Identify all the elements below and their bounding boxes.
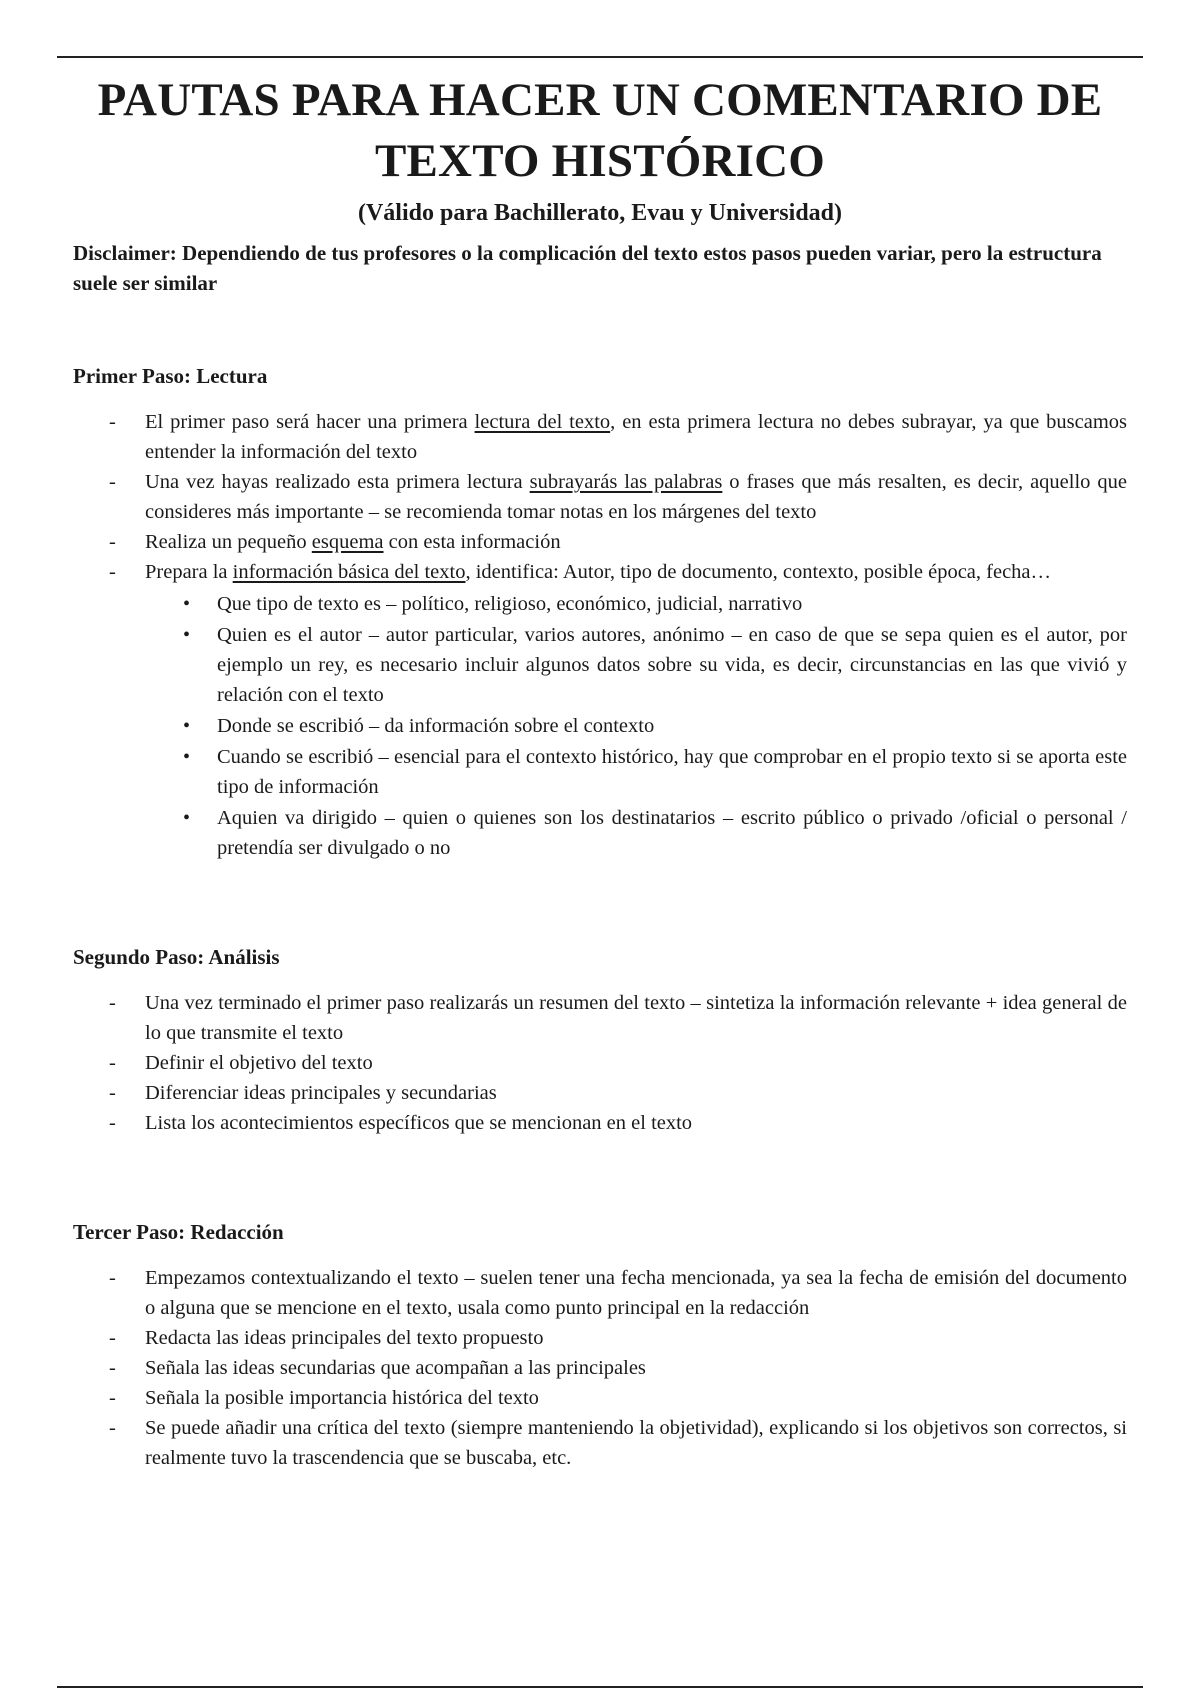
- list-item: - Definir el objetivo del texto: [145, 1048, 1127, 1078]
- top-rule: [57, 56, 1143, 58]
- page-title: [73, 70, 1127, 192]
- list-item: [145, 557, 1127, 863]
- item-text: Prepara la: [145, 561, 233, 583]
- item-text: , identifica: Autor, tipo de documento, contexto, posible época, fecha…: [465, 561, 1052, 583]
- list-item: - Lista los acontecimientos específicos que se mencionan en el texto: [145, 1108, 1127, 1138]
- step-list: [73, 407, 1127, 863]
- disclaimer: Disclaimer: Dependiendo de tus profesores o la complicación del texto estos pasos pueden variar, pero la estructura suele ser similar: [73, 241, 1102, 295]
- list-item: - Una vez terminado el primer paso realizarás un resumen del texto – sintetiza la información relevante + idea general de lo que transmite el texto: [145, 988, 1127, 1048]
- list-item: [145, 527, 1127, 557]
- underlined-term: información básica del texto: [232, 561, 466, 583]
- section-redaccion: [73, 1218, 1127, 1473]
- section-lectura: [73, 362, 1127, 863]
- list-item: - Señala la posible importancia histórica del texto: [145, 1383, 1127, 1413]
- title-line-1: PAUTAS PARA HACER UN COMENTARIO DE: [97, 74, 1103, 126]
- sub-list-item: • Donde se escribió – da información sobre el contexto: [217, 711, 1127, 741]
- sub-list-item: • Aquien va dirigido – quien o quienes son los destinatarios – escrito público o privado /oficial o personal / pretendía ser divulgado o no: [217, 803, 1127, 863]
- list-item: [145, 407, 1127, 467]
- section-heading: Tercer Paso: Redacción: [73, 1220, 284, 1244]
- sub-list-item: • Que tipo de texto es – político, religioso, económico, judicial, narrativo: [217, 589, 1127, 619]
- item-text: o frases que más resalten, es decir, aquello que consideres más importante – se recomienda tomar notas en los márgenes del texto: [145, 471, 1127, 523]
- item-text: Una vez hayas realizado esta primera lectura: [145, 471, 530, 493]
- section-analisis: [73, 943, 1127, 1138]
- section-heading: Segundo Paso: Análisis: [73, 945, 280, 969]
- list-item: - Se puede añadir una crítica del texto (siempre manteniendo la objetividad), explicando si los objetivos son correctos, si realmente tuvo la trascendencia que se buscaba, etc.: [145, 1413, 1127, 1473]
- underlined-term: lectura del texto: [474, 411, 611, 433]
- sub-list: [145, 589, 1127, 863]
- item-text: , en esta primera lectura no debes subrayar, ya que buscamos entender la información del texto: [145, 411, 1127, 463]
- item-text: El primer paso será hacer una primera: [145, 411, 475, 433]
- subtitle: (Válido para Bachillerato, Evau y Universidad): [357, 200, 843, 226]
- item-text: Realiza un pequeño: [145, 531, 312, 553]
- sub-list-item: • Quien es el autor – autor particular, varios autores, anónimo – en caso de que se sepa quien es el autor, por ejemplo un rey, es necesario incluir algunos datos sobre su vida, es decir, circunstancias en las que vivió y relación con el texto: [217, 620, 1127, 710]
- underlined-term: subrayarás las palabras: [529, 471, 723, 493]
- underlined-term: esquema: [311, 531, 384, 553]
- list-item: - Redacta las ideas principales del texto propuesto: [145, 1323, 1127, 1353]
- list-item: - Diferenciar ideas principales y secundarias: [145, 1078, 1127, 1108]
- title-line-2: TEXTO HISTÓRICO: [374, 135, 826, 187]
- step-list: [73, 1263, 1127, 1473]
- item-text: con esta información: [383, 531, 561, 553]
- section-heading: Primer Paso: Lectura: [73, 364, 268, 388]
- document-page: [73, 70, 1127, 1473]
- list-item: - Empezamos contextualizando el texto – suelen tener una fecha mencionada, ya sea la fecha de emisión del documento o alguna que se mencione en el texto, usala como punto principal en la redacción: [145, 1263, 1127, 1323]
- step-list: [73, 988, 1127, 1138]
- sub-list-item: • Cuando se escribió – esencial para el contexto histórico, hay que comprobar en el propio texto si se aporta este tipo de información: [217, 742, 1127, 802]
- bottom-rule: [57, 1686, 1143, 1688]
- list-item: - Señala las ideas secundarias que acompañan a las principales: [145, 1353, 1127, 1383]
- list-item: [145, 467, 1127, 527]
